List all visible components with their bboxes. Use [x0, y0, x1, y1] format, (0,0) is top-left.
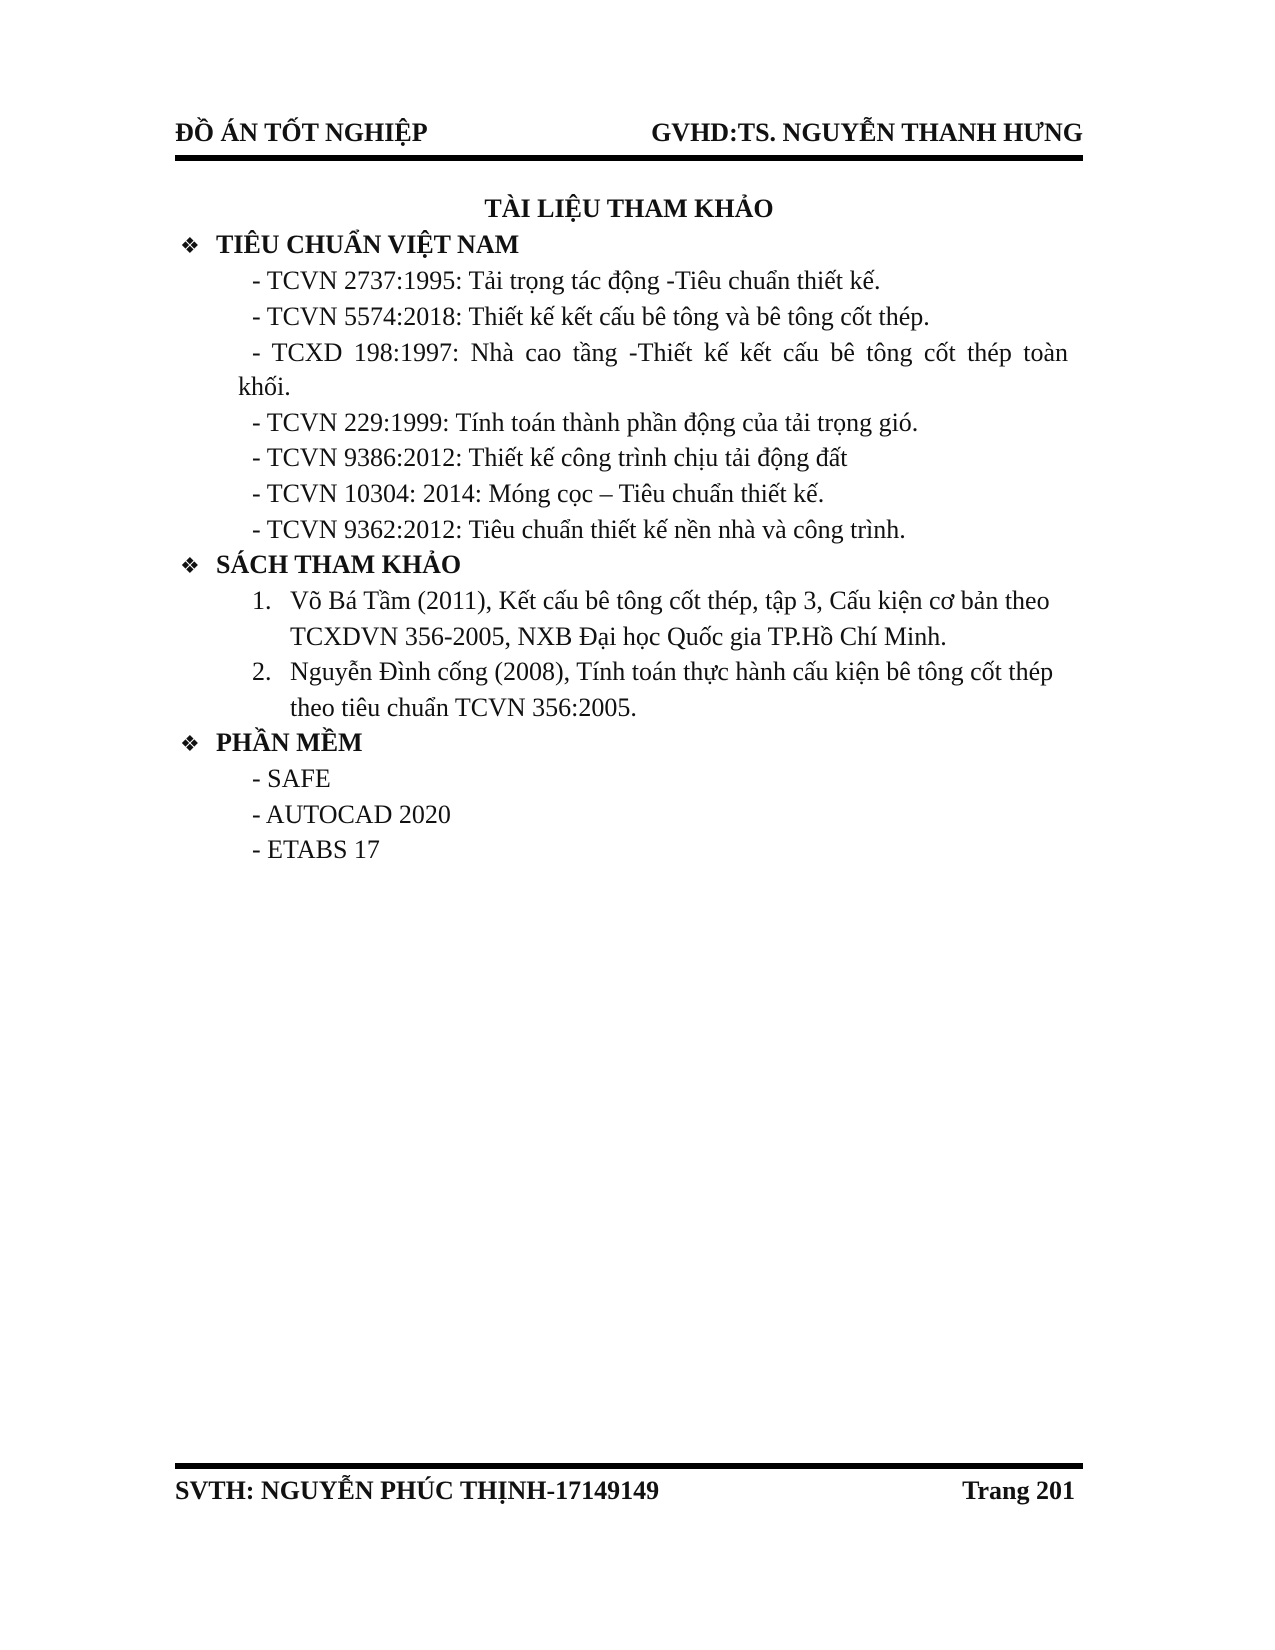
header-divider: [175, 155, 1083, 161]
software-item: - SAFE: [252, 764, 331, 793]
software-item: - ETABS 17: [252, 835, 380, 864]
standard-item: - TCVN 9386:2012: Thiết kế công trình chịu tải động đất: [252, 443, 848, 472]
standard-item: - TCVN 10304: 2014: Móng cọc – Tiêu chuẩn thiết kế.: [252, 479, 825, 508]
section-heading-standards: [180, 230, 519, 262]
standard-item-continuation: khối.: [238, 372, 291, 401]
section-heading-label: PHẦN MỀM: [216, 728, 363, 757]
page-header: [175, 118, 1083, 148]
standard-item: - TCVN 9362:2012: Tiêu chuẩn thiết kế nền nhà và công trình.: [252, 515, 906, 544]
standard-item: - TCVN 2737:1995: Tải trọng tác động -Tiêu chuẩn thiết kế.: [252, 266, 881, 295]
section-heading-label: SÁCH THAM KHẢO: [216, 550, 462, 579]
footer-divider: [175, 1463, 1083, 1469]
book-item: [252, 586, 1068, 616]
header-project-title: ĐỒ ÁN TỐT NGHIỆP: [175, 118, 428, 147]
standard-item: - TCVN 229:1999: Tính toán thành phần động của tải trọng gió.: [252, 408, 919, 437]
standard-item: - TCVN 5574:2018: Thiết kế kết cấu bê tông và bê tông cốt thép.: [252, 302, 930, 331]
book-item-continuation: TCXDVN 356-2005, NXB Đại học Quốc gia TP.Hồ Chí Minh.: [290, 622, 947, 651]
standard-item: - TCXD 198:1997: Nhà cao tầng -Thiết kế kết cấu bê tông cốt thép toàn: [252, 338, 1068, 367]
section-heading-label: TIÊU CHUẨN VIỆT NAM: [216, 230, 520, 259]
section-heading-books: [180, 550, 461, 582]
diamond-bullet-icon: ❖: [180, 554, 200, 579]
diamond-bullet-icon: ❖: [180, 732, 200, 757]
book-item-number: 1.: [252, 586, 272, 615]
section-heading-software: [180, 728, 363, 760]
header-supervisor: GVHD:TS. NGUYỄN THANH HƯNG: [651, 118, 1083, 147]
diamond-bullet-icon: ❖: [180, 234, 200, 259]
book-item: [252, 657, 1068, 687]
book-item-text: Nguyễn Đình cống (2008), Tính toán thực hành cấu kiện bê tông cốt thép: [290, 657, 1054, 686]
book-item-text: Võ Bá Tầm (2011), Kết cấu bê tông cốt thép, tập 3, Cấu kiện cơ bản theo: [290, 586, 1050, 615]
software-item: - AUTOCAD 2020: [252, 800, 451, 829]
page-footer: [175, 1476, 1075, 1506]
book-item-continuation: theo tiêu chuẩn TCVN 356:2005.: [290, 693, 637, 722]
page-number: Trang 201: [962, 1476, 1075, 1505]
book-item-number: 2.: [252, 657, 272, 686]
page-title: TÀI LIỆU THAM KHẢO: [484, 194, 774, 223]
footer-student: SVTH: NGUYỄN PHÚC THỊNH-17149149: [175, 1476, 660, 1505]
